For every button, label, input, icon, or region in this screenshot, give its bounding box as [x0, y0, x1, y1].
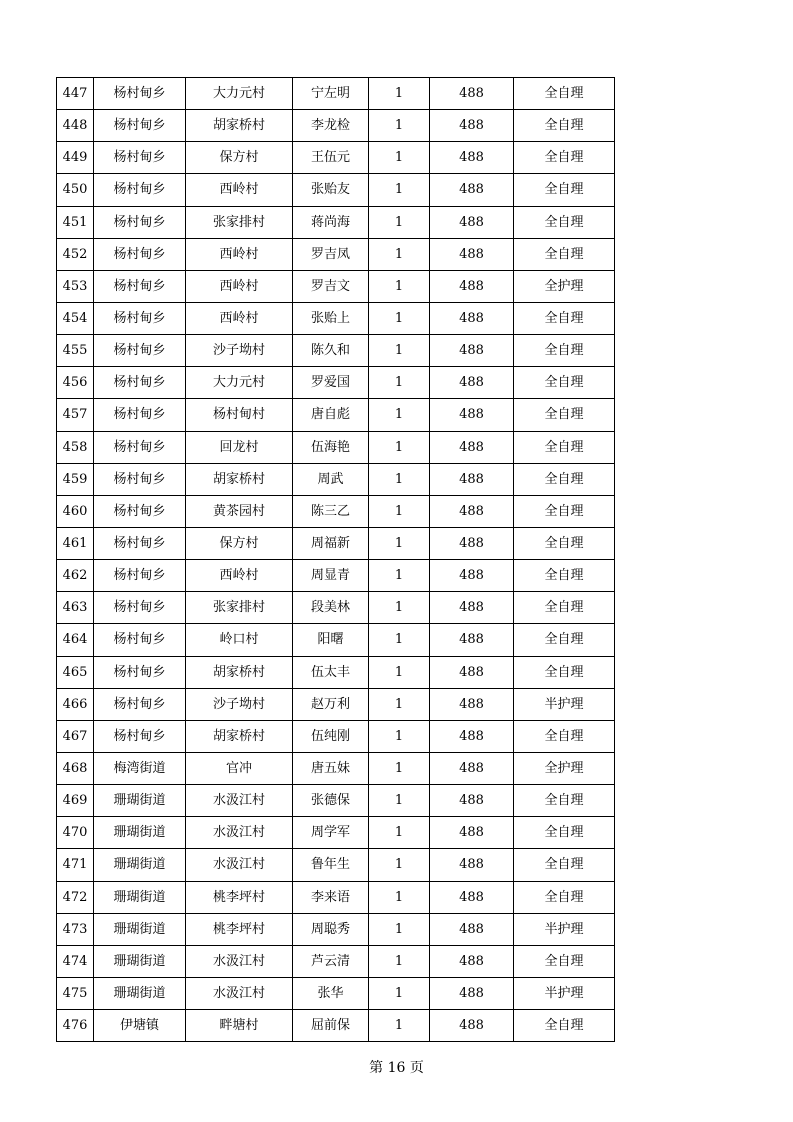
cell-person-name: 周学军 — [293, 817, 369, 849]
cell-count: 1 — [369, 945, 430, 977]
cell-person-name: 周福新 — [293, 527, 369, 559]
table-row — [57, 656, 615, 688]
cell-count: 1 — [369, 977, 430, 1009]
cell-amount: 488 — [430, 206, 514, 238]
cell-village: 岭口村 — [186, 624, 293, 656]
cell-count: 1 — [369, 720, 430, 752]
cell-township: 珊瑚街道 — [94, 945, 186, 977]
table-row — [57, 688, 615, 720]
cell-count: 1 — [369, 527, 430, 559]
cell-amount: 488 — [430, 656, 514, 688]
cell-count: 1 — [369, 785, 430, 817]
cell-care-level: 全自理 — [514, 656, 615, 688]
cell-care-level: 全自理 — [514, 431, 615, 463]
cell-row-index: 474 — [57, 945, 94, 977]
cell-care-level: 全自理 — [514, 495, 615, 527]
cell-village: 张家排村 — [186, 592, 293, 624]
cell-care-level: 全护理 — [514, 752, 615, 784]
cell-person-name: 张贻友 — [293, 174, 369, 206]
cell-township: 珊瑚街道 — [94, 817, 186, 849]
cell-township: 杨村甸乡 — [94, 174, 186, 206]
cell-village: 桃李坪村 — [186, 881, 293, 913]
cell-village: 回龙村 — [186, 431, 293, 463]
cell-village: 桃李坪村 — [186, 913, 293, 945]
cell-person-name: 张德保 — [293, 785, 369, 817]
cell-row-index: 465 — [57, 656, 94, 688]
cell-township: 杨村甸乡 — [94, 335, 186, 367]
cell-amount: 488 — [430, 463, 514, 495]
cell-person-name: 伍太丰 — [293, 656, 369, 688]
cell-township: 梅湾街道 — [94, 752, 186, 784]
cell-count: 1 — [369, 238, 430, 270]
cell-village: 水汲江村 — [186, 945, 293, 977]
cell-count: 1 — [369, 335, 430, 367]
cell-count: 1 — [369, 463, 430, 495]
cell-count: 1 — [369, 624, 430, 656]
cell-person-name: 张贻上 — [293, 302, 369, 334]
table-row — [57, 752, 615, 784]
cell-person-name: 李来语 — [293, 881, 369, 913]
cell-township: 杨村甸乡 — [94, 688, 186, 720]
table-row — [57, 302, 615, 334]
cell-person-name: 伍海艳 — [293, 431, 369, 463]
cell-amount: 488 — [430, 174, 514, 206]
table-row — [57, 238, 615, 270]
cell-township: 杨村甸乡 — [94, 302, 186, 334]
cell-care-level: 全自理 — [514, 527, 615, 559]
cell-care-level: 全自理 — [514, 110, 615, 142]
cell-row-index: 455 — [57, 335, 94, 367]
cell-row-index: 456 — [57, 367, 94, 399]
cell-amount: 488 — [430, 270, 514, 302]
cell-row-index: 462 — [57, 560, 94, 592]
cell-row-index: 471 — [57, 849, 94, 881]
cell-row-index: 460 — [57, 495, 94, 527]
cell-count: 1 — [369, 174, 430, 206]
cell-person-name: 王伍元 — [293, 142, 369, 174]
cell-person-name: 唐自彪 — [293, 399, 369, 431]
data-table — [56, 77, 615, 1042]
cell-count: 1 — [369, 270, 430, 302]
cell-person-name: 李龙检 — [293, 110, 369, 142]
cell-count: 1 — [369, 110, 430, 142]
cell-amount: 488 — [430, 367, 514, 399]
table-body — [57, 78, 615, 1042]
table-row — [57, 431, 615, 463]
cell-village: 畔塘村 — [186, 1010, 293, 1042]
cell-township: 杨村甸乡 — [94, 206, 186, 238]
cell-care-level: 全自理 — [514, 463, 615, 495]
cell-row-index: 457 — [57, 399, 94, 431]
cell-township: 珊瑚街道 — [94, 913, 186, 945]
cell-village: 西岭村 — [186, 270, 293, 302]
cell-care-level: 全自理 — [514, 399, 615, 431]
cell-village: 水汲江村 — [186, 817, 293, 849]
table-row — [57, 367, 615, 399]
cell-amount: 488 — [430, 592, 514, 624]
cell-village: 胡家桥村 — [186, 720, 293, 752]
cell-count: 1 — [369, 560, 430, 592]
table-row — [57, 913, 615, 945]
cell-village: 胡家桥村 — [186, 656, 293, 688]
cell-row-index: 454 — [57, 302, 94, 334]
cell-row-index: 451 — [57, 206, 94, 238]
cell-village: 张家排村 — [186, 206, 293, 238]
cell-township: 杨村甸乡 — [94, 431, 186, 463]
cell-row-index: 476 — [57, 1010, 94, 1042]
cell-count: 1 — [369, 817, 430, 849]
cell-care-level: 半护理 — [514, 688, 615, 720]
cell-person-name: 宁左明 — [293, 78, 369, 110]
cell-row-index: 475 — [57, 977, 94, 1009]
cell-count: 1 — [369, 592, 430, 624]
cell-person-name: 周聪秀 — [293, 913, 369, 945]
table-row — [57, 335, 615, 367]
cell-amount: 488 — [430, 817, 514, 849]
cell-township: 杨村甸乡 — [94, 78, 186, 110]
cell-amount: 488 — [430, 849, 514, 881]
cell-care-level: 全自理 — [514, 849, 615, 881]
cell-care-level: 全自理 — [514, 817, 615, 849]
cell-row-index: 461 — [57, 527, 94, 559]
table-row — [57, 849, 615, 881]
cell-person-name: 罗吉凤 — [293, 238, 369, 270]
cell-count: 1 — [369, 302, 430, 334]
cell-township: 珊瑚街道 — [94, 881, 186, 913]
cell-township: 杨村甸乡 — [94, 238, 186, 270]
table-row — [57, 785, 615, 817]
cell-row-index: 466 — [57, 688, 94, 720]
cell-person-name: 唐五妹 — [293, 752, 369, 784]
table-row — [57, 110, 615, 142]
cell-township: 杨村甸乡 — [94, 142, 186, 174]
cell-person-name: 周显青 — [293, 560, 369, 592]
cell-village: 水汲江村 — [186, 849, 293, 881]
cell-person-name: 芦云清 — [293, 945, 369, 977]
cell-village: 水汲江村 — [186, 977, 293, 1009]
cell-count: 1 — [369, 656, 430, 688]
cell-village: 西岭村 — [186, 174, 293, 206]
cell-township: 珊瑚街道 — [94, 849, 186, 881]
cell-care-level: 全自理 — [514, 142, 615, 174]
cell-person-name: 张华 — [293, 977, 369, 1009]
cell-village: 西岭村 — [186, 560, 293, 592]
cell-count: 1 — [369, 431, 430, 463]
cell-amount: 488 — [430, 78, 514, 110]
cell-care-level: 半护理 — [514, 977, 615, 1009]
cell-person-name: 罗吉文 — [293, 270, 369, 302]
table-row — [57, 495, 615, 527]
cell-person-name: 伍纯刚 — [293, 720, 369, 752]
cell-count: 1 — [369, 495, 430, 527]
cell-count: 1 — [369, 367, 430, 399]
table-row — [57, 78, 615, 110]
cell-row-index: 453 — [57, 270, 94, 302]
cell-person-name: 陈三乙 — [293, 495, 369, 527]
cell-village: 沙子坳村 — [186, 335, 293, 367]
cell-count: 1 — [369, 78, 430, 110]
cell-amount: 488 — [430, 1010, 514, 1042]
cell-row-index: 449 — [57, 142, 94, 174]
cell-village: 胡家桥村 — [186, 110, 293, 142]
table-row — [57, 945, 615, 977]
cell-village: 大力元村 — [186, 367, 293, 399]
cell-amount: 488 — [430, 527, 514, 559]
cell-row-index: 468 — [57, 752, 94, 784]
cell-row-index: 472 — [57, 881, 94, 913]
cell-amount: 488 — [430, 720, 514, 752]
cell-care-level: 全自理 — [514, 881, 615, 913]
cell-village: 官冲 — [186, 752, 293, 784]
cell-village: 保方村 — [186, 142, 293, 174]
cell-amount: 488 — [430, 335, 514, 367]
cell-village: 西岭村 — [186, 238, 293, 270]
cell-township: 珊瑚街道 — [94, 977, 186, 1009]
cell-count: 1 — [369, 849, 430, 881]
table-row — [57, 206, 615, 238]
cell-village: 杨村甸村 — [186, 399, 293, 431]
cell-row-index: 448 — [57, 110, 94, 142]
table-row — [57, 624, 615, 656]
cell-person-name: 屈前保 — [293, 1010, 369, 1042]
cell-township: 杨村甸乡 — [94, 720, 186, 752]
cell-person-name: 蒋尚海 — [293, 206, 369, 238]
table-row — [57, 977, 615, 1009]
cell-row-index: 459 — [57, 463, 94, 495]
page-number: 第 16 页 — [369, 1060, 424, 1076]
cell-village: 水汲江村 — [186, 785, 293, 817]
cell-township: 伊塘镇 — [94, 1010, 186, 1042]
cell-count: 1 — [369, 752, 430, 784]
cell-count: 1 — [369, 881, 430, 913]
cell-care-level: 全自理 — [514, 238, 615, 270]
cell-amount: 488 — [430, 752, 514, 784]
cell-person-name: 赵万利 — [293, 688, 369, 720]
cell-row-index: 464 — [57, 624, 94, 656]
cell-care-level: 全自理 — [514, 720, 615, 752]
cell-amount: 488 — [430, 495, 514, 527]
cell-amount: 488 — [430, 399, 514, 431]
cell-care-level: 全自理 — [514, 206, 615, 238]
cell-care-level: 全自理 — [514, 78, 615, 110]
cell-count: 1 — [369, 142, 430, 174]
cell-count: 1 — [369, 913, 430, 945]
cell-row-index: 450 — [57, 174, 94, 206]
cell-amount: 488 — [430, 977, 514, 1009]
cell-row-index: 463 — [57, 592, 94, 624]
cell-row-index: 469 — [57, 785, 94, 817]
table-row — [57, 881, 615, 913]
cell-count: 1 — [369, 206, 430, 238]
cell-village: 沙子坳村 — [186, 688, 293, 720]
table-row — [57, 817, 615, 849]
cell-care-level: 全自理 — [514, 335, 615, 367]
table-row — [57, 1010, 615, 1042]
cell-row-index: 467 — [57, 720, 94, 752]
cell-township: 杨村甸乡 — [94, 560, 186, 592]
table-row — [57, 527, 615, 559]
table-row — [57, 174, 615, 206]
cell-row-index: 458 — [57, 431, 94, 463]
cell-row-index: 470 — [57, 817, 94, 849]
cell-row-index: 473 — [57, 913, 94, 945]
cell-township: 杨村甸乡 — [94, 110, 186, 142]
cell-amount: 488 — [430, 431, 514, 463]
cell-person-name: 鲁年生 — [293, 849, 369, 881]
cell-amount: 488 — [430, 913, 514, 945]
cell-care-level: 全自理 — [514, 785, 615, 817]
cell-person-name: 段美林 — [293, 592, 369, 624]
cell-person-name: 陈久和 — [293, 335, 369, 367]
cell-village: 保方村 — [186, 527, 293, 559]
cell-care-level: 全自理 — [514, 174, 615, 206]
table-row — [57, 560, 615, 592]
cell-village: 西岭村 — [186, 302, 293, 334]
cell-person-name: 周武 — [293, 463, 369, 495]
cell-person-name: 罗爱国 — [293, 367, 369, 399]
cell-township: 杨村甸乡 — [94, 367, 186, 399]
cell-amount: 488 — [430, 142, 514, 174]
table-row — [57, 142, 615, 174]
cell-amount: 488 — [430, 624, 514, 656]
cell-care-level: 全自理 — [514, 560, 615, 592]
cell-care-level: 全护理 — [514, 270, 615, 302]
cell-amount: 488 — [430, 110, 514, 142]
cell-care-level: 全自理 — [514, 302, 615, 334]
table-row — [57, 463, 615, 495]
table-row — [57, 720, 615, 752]
cell-care-level: 全自理 — [514, 624, 615, 656]
cell-amount: 488 — [430, 881, 514, 913]
cell-amount: 488 — [430, 945, 514, 977]
cell-village: 黄茶园村 — [186, 495, 293, 527]
cell-township: 杨村甸乡 — [94, 592, 186, 624]
cell-township: 杨村甸乡 — [94, 624, 186, 656]
table-row — [57, 592, 615, 624]
cell-count: 1 — [369, 399, 430, 431]
cell-person-name: 阳曙 — [293, 624, 369, 656]
cell-count: 1 — [369, 688, 430, 720]
cell-care-level: 全自理 — [514, 1010, 615, 1042]
cell-township: 杨村甸乡 — [94, 527, 186, 559]
cell-amount: 488 — [430, 560, 514, 592]
cell-village: 大力元村 — [186, 78, 293, 110]
cell-township: 杨村甸乡 — [94, 463, 186, 495]
cell-township: 杨村甸乡 — [94, 399, 186, 431]
cell-amount: 488 — [430, 238, 514, 270]
cell-village: 胡家桥村 — [186, 463, 293, 495]
cell-township: 杨村甸乡 — [94, 656, 186, 688]
cell-township: 杨村甸乡 — [94, 270, 186, 302]
cell-care-level: 全自理 — [514, 592, 615, 624]
cell-care-level: 半护理 — [514, 913, 615, 945]
table-row — [57, 270, 615, 302]
table-row — [57, 399, 615, 431]
cell-township: 杨村甸乡 — [94, 495, 186, 527]
cell-care-level: 全自理 — [514, 367, 615, 399]
cell-row-index: 452 — [57, 238, 94, 270]
cell-row-index: 447 — [57, 78, 94, 110]
cell-amount: 488 — [430, 302, 514, 334]
cell-care-level: 全自理 — [514, 945, 615, 977]
cell-township: 珊瑚街道 — [94, 785, 186, 817]
cell-amount: 488 — [430, 785, 514, 817]
cell-count: 1 — [369, 1010, 430, 1042]
cell-amount: 488 — [430, 688, 514, 720]
